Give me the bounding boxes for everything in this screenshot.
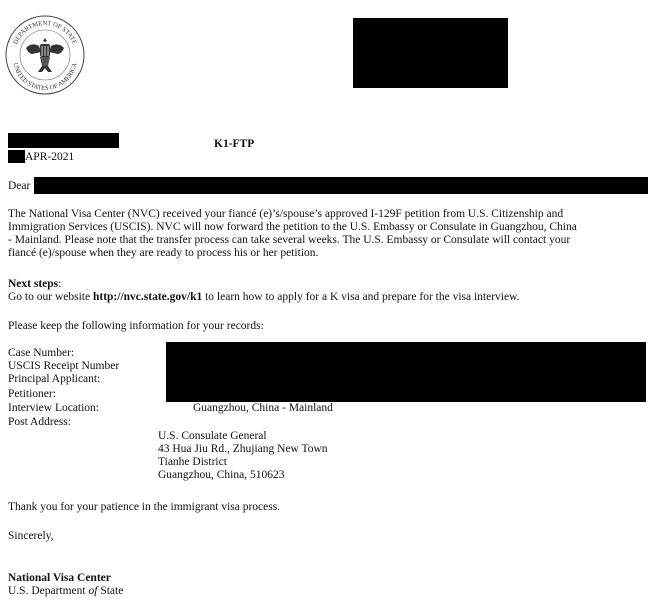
next-steps-pre: Go to our website [8,291,93,303]
signature-dept-pre: U.S. Department [8,585,89,597]
salutation: Dear [8,180,31,192]
intro-line-4: fiancé (e)/spouse when they are ready to process his or her petition. [8,247,319,259]
department-of-state-seal [4,14,86,96]
records-note: Please keep the following information for your records: [8,320,264,332]
signature-org: National Visa Center [8,572,111,584]
form-code: K1-FTP [214,138,255,150]
redacted-block-top-right [353,18,508,88]
address-line-3: Tianhe District [158,456,227,468]
svg-text:UNITED STATES OF AMERICA: UNITED STATES OF AMERICA [11,62,79,93]
intro-line-3: - Mainland. Please note that the transfer process can take several weeks. The U.S. Embassy or Consulate will contact your [8,234,571,246]
address-line-4: Guangzhou, China, 510623 [158,469,285,481]
next-steps-post: to learn how to apply for a K visa and prepare for the visa interview. [202,291,520,303]
redacted-date-day [8,150,25,163]
intro-line-2: Immigration Services (USCIS). NVC will now forward the petition to the U.S. Embassy or Consulate in Guangzhou, China [8,221,577,233]
nvc-website-link[interactable]: http://nvc.state.gov/k1 [92,291,203,303]
letter-date: APR-2021 [25,151,75,163]
next-steps-heading [8,278,61,291]
address-line-2: 43 Hua Jiu Rd., Zhujiang New Town [158,443,328,455]
sincerely: Sincerely, [8,530,54,542]
address-line-1: U.S. Consulate General [158,430,267,442]
redacted-case-details [166,342,646,402]
next-steps-colon: : [58,278,62,290]
case-number-label: Case Number: [8,347,75,359]
signature-dept-post: State [97,585,124,597]
petitioner-label: Petitioner: [8,388,56,400]
interview-location-label: Interview Location: [8,402,100,414]
post-address [158,430,328,482]
redacted-recipient-name [34,177,648,194]
post-address-label: Post Address: [8,416,71,428]
thanks-line: Thank you for your patience in the immigrant visa process. [8,501,281,513]
next-steps-text [8,291,520,304]
redacted-name-header [8,133,119,148]
signature-dept-of: of [88,585,98,597]
uscis-receipt-label: USCIS Receipt Number [8,360,120,372]
intro-paragraph [8,208,653,260]
principal-applicant-label: Principal Applicant: [8,373,101,385]
interview-location-value: Guangzhou, China - Mainland [193,402,333,414]
signature-dept [8,585,123,598]
intro-line-1: The National Visa Center (NVC) received your fiancé (e)’s/spouse’s approved I-129F petition from U.S. Citizenship and [8,208,564,220]
svg-text:DEPARTMENT OF STATE: DEPARTMENT OF STATE [12,19,78,46]
next-steps-title: Next steps [8,278,59,290]
